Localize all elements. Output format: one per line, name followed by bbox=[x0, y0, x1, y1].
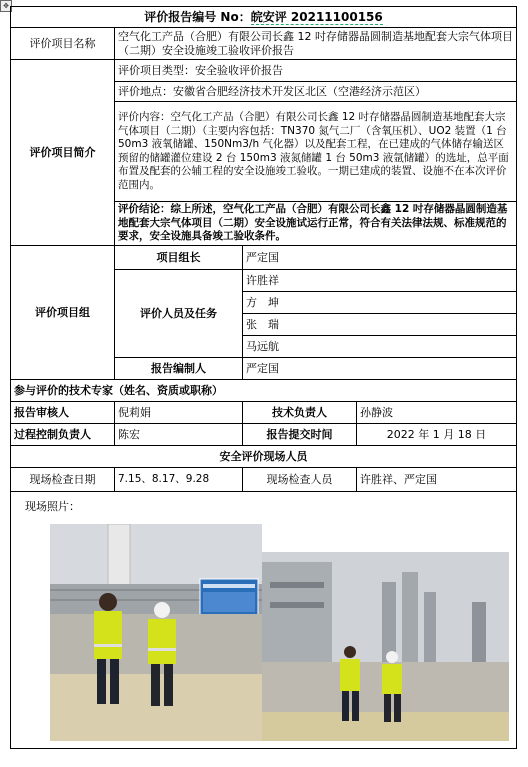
team-label: 评价项目组 bbox=[11, 246, 115, 380]
report-number bbox=[11, 7, 517, 28]
project-name-value: 空气化工产品（合肥）有限公司长鑫 12 吋存储器晶圆制造基地配套大宗气体项目（二期）安全设施竣工验收评价报告 bbox=[115, 28, 517, 60]
site-photos-cell bbox=[11, 492, 517, 749]
process-control-label: 过程控制负责人 bbox=[11, 424, 115, 446]
team-member: 张 瑞 bbox=[243, 314, 517, 336]
team-members-label: 评价人员及任务 bbox=[115, 270, 243, 358]
summary-conclusion: 评价结论：综上所述，空气化工产品（合肥）有限公司长鑫 12 吋存储器晶圆制造基地配套大宗气体项目（二期）安全设施试运行正常，符合有关法律法规、标准规范的要求，安全设施具备竣工验收条件。 bbox=[115, 202, 517, 246]
project-name-label: 评价项目名称 bbox=[11, 28, 115, 60]
site-photo-1-image bbox=[50, 524, 262, 741]
experts-label: 参与评价的技术专家（姓名、资质或职称） bbox=[11, 380, 517, 402]
site-photos-label: 现场照片： bbox=[25, 500, 80, 513]
team-member: 马远航 bbox=[243, 336, 517, 358]
report-number-label: 评价报告编号 No： bbox=[144, 10, 251, 24]
site-staff-title: 安全评价现场人员 bbox=[11, 446, 517, 468]
report-number-value: 皖安评 20211100156 bbox=[250, 10, 383, 24]
table-anchor-icon: ✥ bbox=[0, 0, 12, 12]
team-author-label: 报告编制人 bbox=[115, 358, 243, 380]
site-dates: 7.15、8.17、9.28 bbox=[115, 468, 243, 492]
summary-location: 评价地点：安徽省合肥经济技术开发区北区（空港经济示范区） bbox=[115, 82, 517, 102]
submit-time: 2022 年 1 月 18 日 bbox=[357, 424, 517, 446]
summary-label: 评价项目简介 bbox=[11, 60, 115, 246]
team-leader-label: 项目组长 bbox=[115, 246, 243, 270]
team-leader: 严定国 bbox=[243, 246, 517, 270]
reviewer-label: 报告审核人 bbox=[11, 402, 115, 424]
tech-lead: 孙静波 bbox=[357, 402, 517, 424]
site-staff: 许胜祥、严定国 bbox=[357, 468, 517, 492]
site-photo-2-image bbox=[262, 552, 509, 741]
site-photo-2 bbox=[262, 552, 509, 741]
summary-content: 评价内容：空气化工产品（合肥）有限公司长鑫 12 吋存储器晶圆制造基地配套大宗气体项目（二期）（主要内容包括：TN370 氮气二厂（含氧压机）、UO2 装置（1 台 50m3 液氧储罐、150Nm3/h 气化器）以及配套工程，在已建成的气体储存输送区预留的储罐灌位建设 2 台 150m3 液氮储罐 1 台 50m3 液氩储罐）的选址，总平面布置及配套的公辅工程的安全设施竣工验收。一期已建成的装置、设施不在本次评价范围内。 bbox=[115, 102, 517, 202]
summary-type: 评价项目类型：安全验收评价报告 bbox=[115, 60, 517, 82]
site-staff-label: 现场检查人员 bbox=[243, 468, 357, 492]
site-date-label: 现场检查日期 bbox=[11, 468, 115, 492]
tech-lead-label: 技术负责人 bbox=[243, 402, 357, 424]
team-author: 严定国 bbox=[243, 358, 517, 380]
team-member: 方 坤 bbox=[243, 292, 517, 314]
team-member: 许胜祥 bbox=[243, 270, 517, 292]
evaluation-report-page bbox=[10, 6, 516, 762]
site-photo-1 bbox=[50, 524, 262, 741]
report-table bbox=[10, 6, 517, 749]
reviewer: 倪莉娟 bbox=[115, 402, 243, 424]
process-control: 陈宏 bbox=[115, 424, 243, 446]
submit-time-label: 报告提交时间 bbox=[243, 424, 357, 446]
